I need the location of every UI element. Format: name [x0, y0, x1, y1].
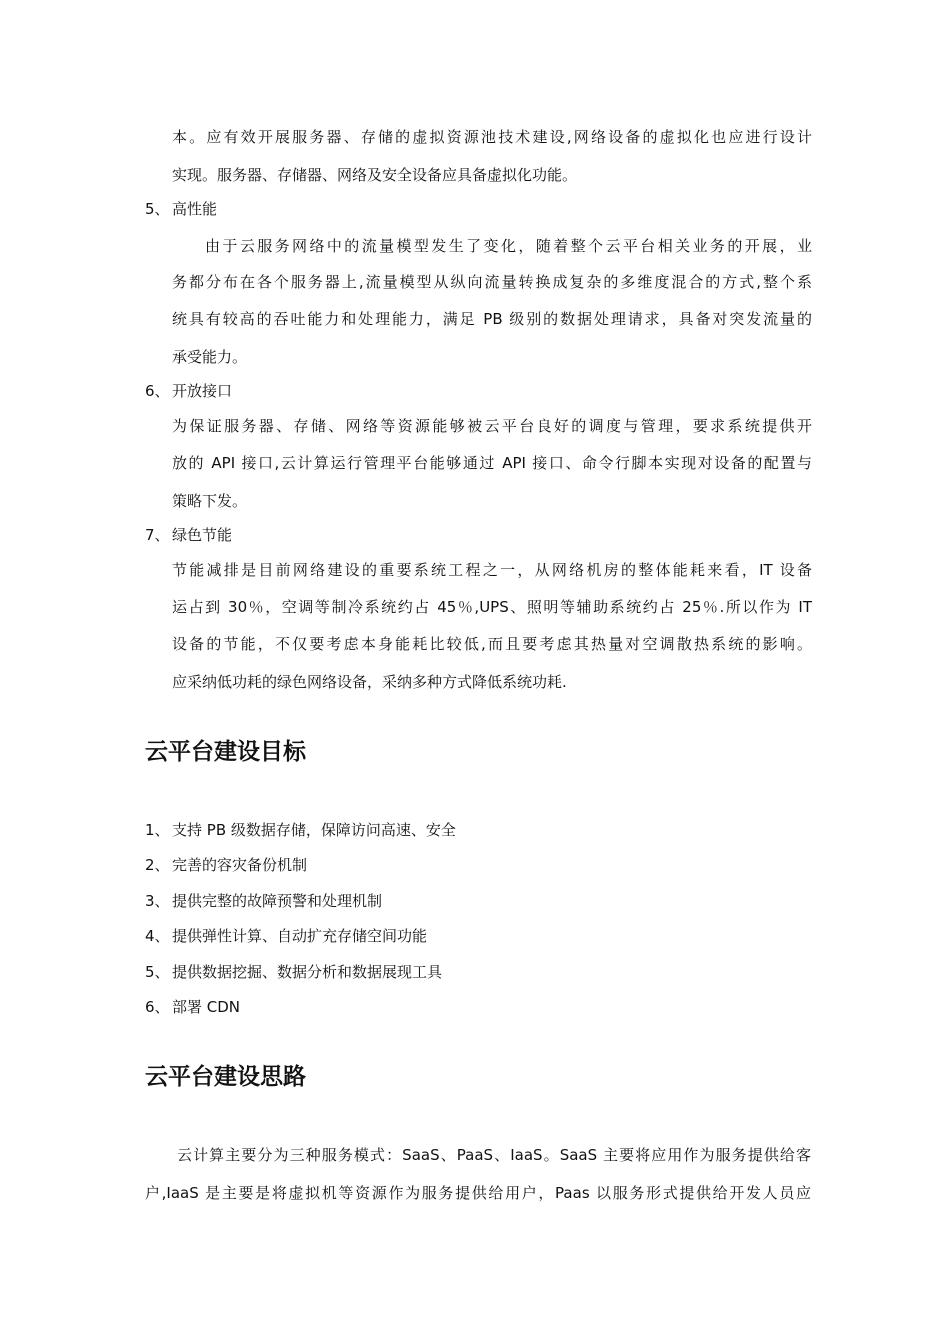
list-number: 3、 — [145, 892, 170, 910]
paragraph-line: 本。应有效开展服务器、存储的虚拟资源池技术建设,网络设备的虚拟化也应进行设计 — [172, 128, 812, 146]
section-heading: 云平台建设思路 — [145, 1064, 306, 1090]
list-number: 4、 — [145, 927, 170, 945]
paragraph-line: 承受能力。 — [172, 348, 248, 366]
list-item: 完善的容灾备份机制 — [172, 856, 308, 874]
section-item-title: 高性能 — [172, 200, 218, 218]
paragraph-line: 放的 API 接口,云计算运行管理平台能够通过 API 接口、命令行脚本实现对设备的配置与 — [172, 454, 812, 472]
section-item-title: 开放接口 — [172, 382, 233, 400]
section-item-title: 绿色节能 — [172, 526, 233, 544]
list-item: 部署 CDN — [172, 998, 241, 1016]
paragraph-line: 统具有较高的吞吐能力和处理能力，满足 PB 级别的数据处理请求，具备对突发流量的 — [172, 310, 812, 328]
paragraph-line: 运占到 30％，空调等制冷系统约占 45％,UPS、照明等辅助系统约占 25％.所以作为 IT — [172, 598, 812, 616]
paragraph-line: 设备的节能，不仅要考虑本身能耗比较低,而且要考虑其热量对空调散热系统的影响。 — [172, 635, 812, 653]
list-item: 提供弹性计算、自动扩充存储空间功能 — [172, 927, 428, 945]
list-number: 6、 — [145, 998, 170, 1016]
list-item: 支持 PB 级数据存储，保障访问高速、安全 — [172, 821, 456, 839]
paragraph-line: 由于云服务网络中的流量模型发生了变化，随着整个云平台相关业务的开展，业 — [205, 237, 812, 255]
list-number: 6、 — [145, 382, 170, 400]
list-number: 2、 — [145, 856, 170, 874]
paragraph-line: 务都分布在各个服务器上,流量模型从纵向流量转换成复杂的多维度混合的方式,整个系 — [172, 273, 812, 291]
list-item: 提供完整的故障预警和处理机制 — [172, 892, 383, 910]
list-item: 提供数据挖掘、数据分析和数据展现工具 — [172, 963, 443, 981]
section-heading: 云平台建设目标 — [145, 739, 306, 765]
list-number: 5、 — [145, 200, 170, 218]
paragraph-line: 策略下发。 — [172, 492, 248, 510]
paragraph-line: 应采纳低功耗的绿色网络设备，采纳多种方式降低系统功耗. — [172, 673, 567, 691]
paragraph-line: 为保证服务器、存储、网络等资源能够被云平台良好的调度与管理，要求系统提供开 — [172, 417, 812, 435]
list-number: 7、 — [145, 526, 170, 544]
paragraph-line: 实现。服务器、存储器、网络及安全设备应具备虚拟化功能。 — [172, 166, 578, 184]
paragraph-line: 户,IaaS 是主要是将虚拟机等资源作为服务提供给用户，Paas 以服务形式提供给开发人员应 — [145, 1184, 811, 1202]
paragraph-line: 节能减排是目前网络建设的重要系统工程之一，从网络机房的整体能耗来看，IT 设备 — [172, 561, 812, 579]
paragraph-line: 云计算主要分为三种服务模式：SaaS、PaaS、IaaS。SaaS 主要将应用作为服务提供给客 — [177, 1146, 811, 1164]
list-number: 1、 — [145, 821, 170, 839]
list-number: 5、 — [145, 963, 170, 981]
